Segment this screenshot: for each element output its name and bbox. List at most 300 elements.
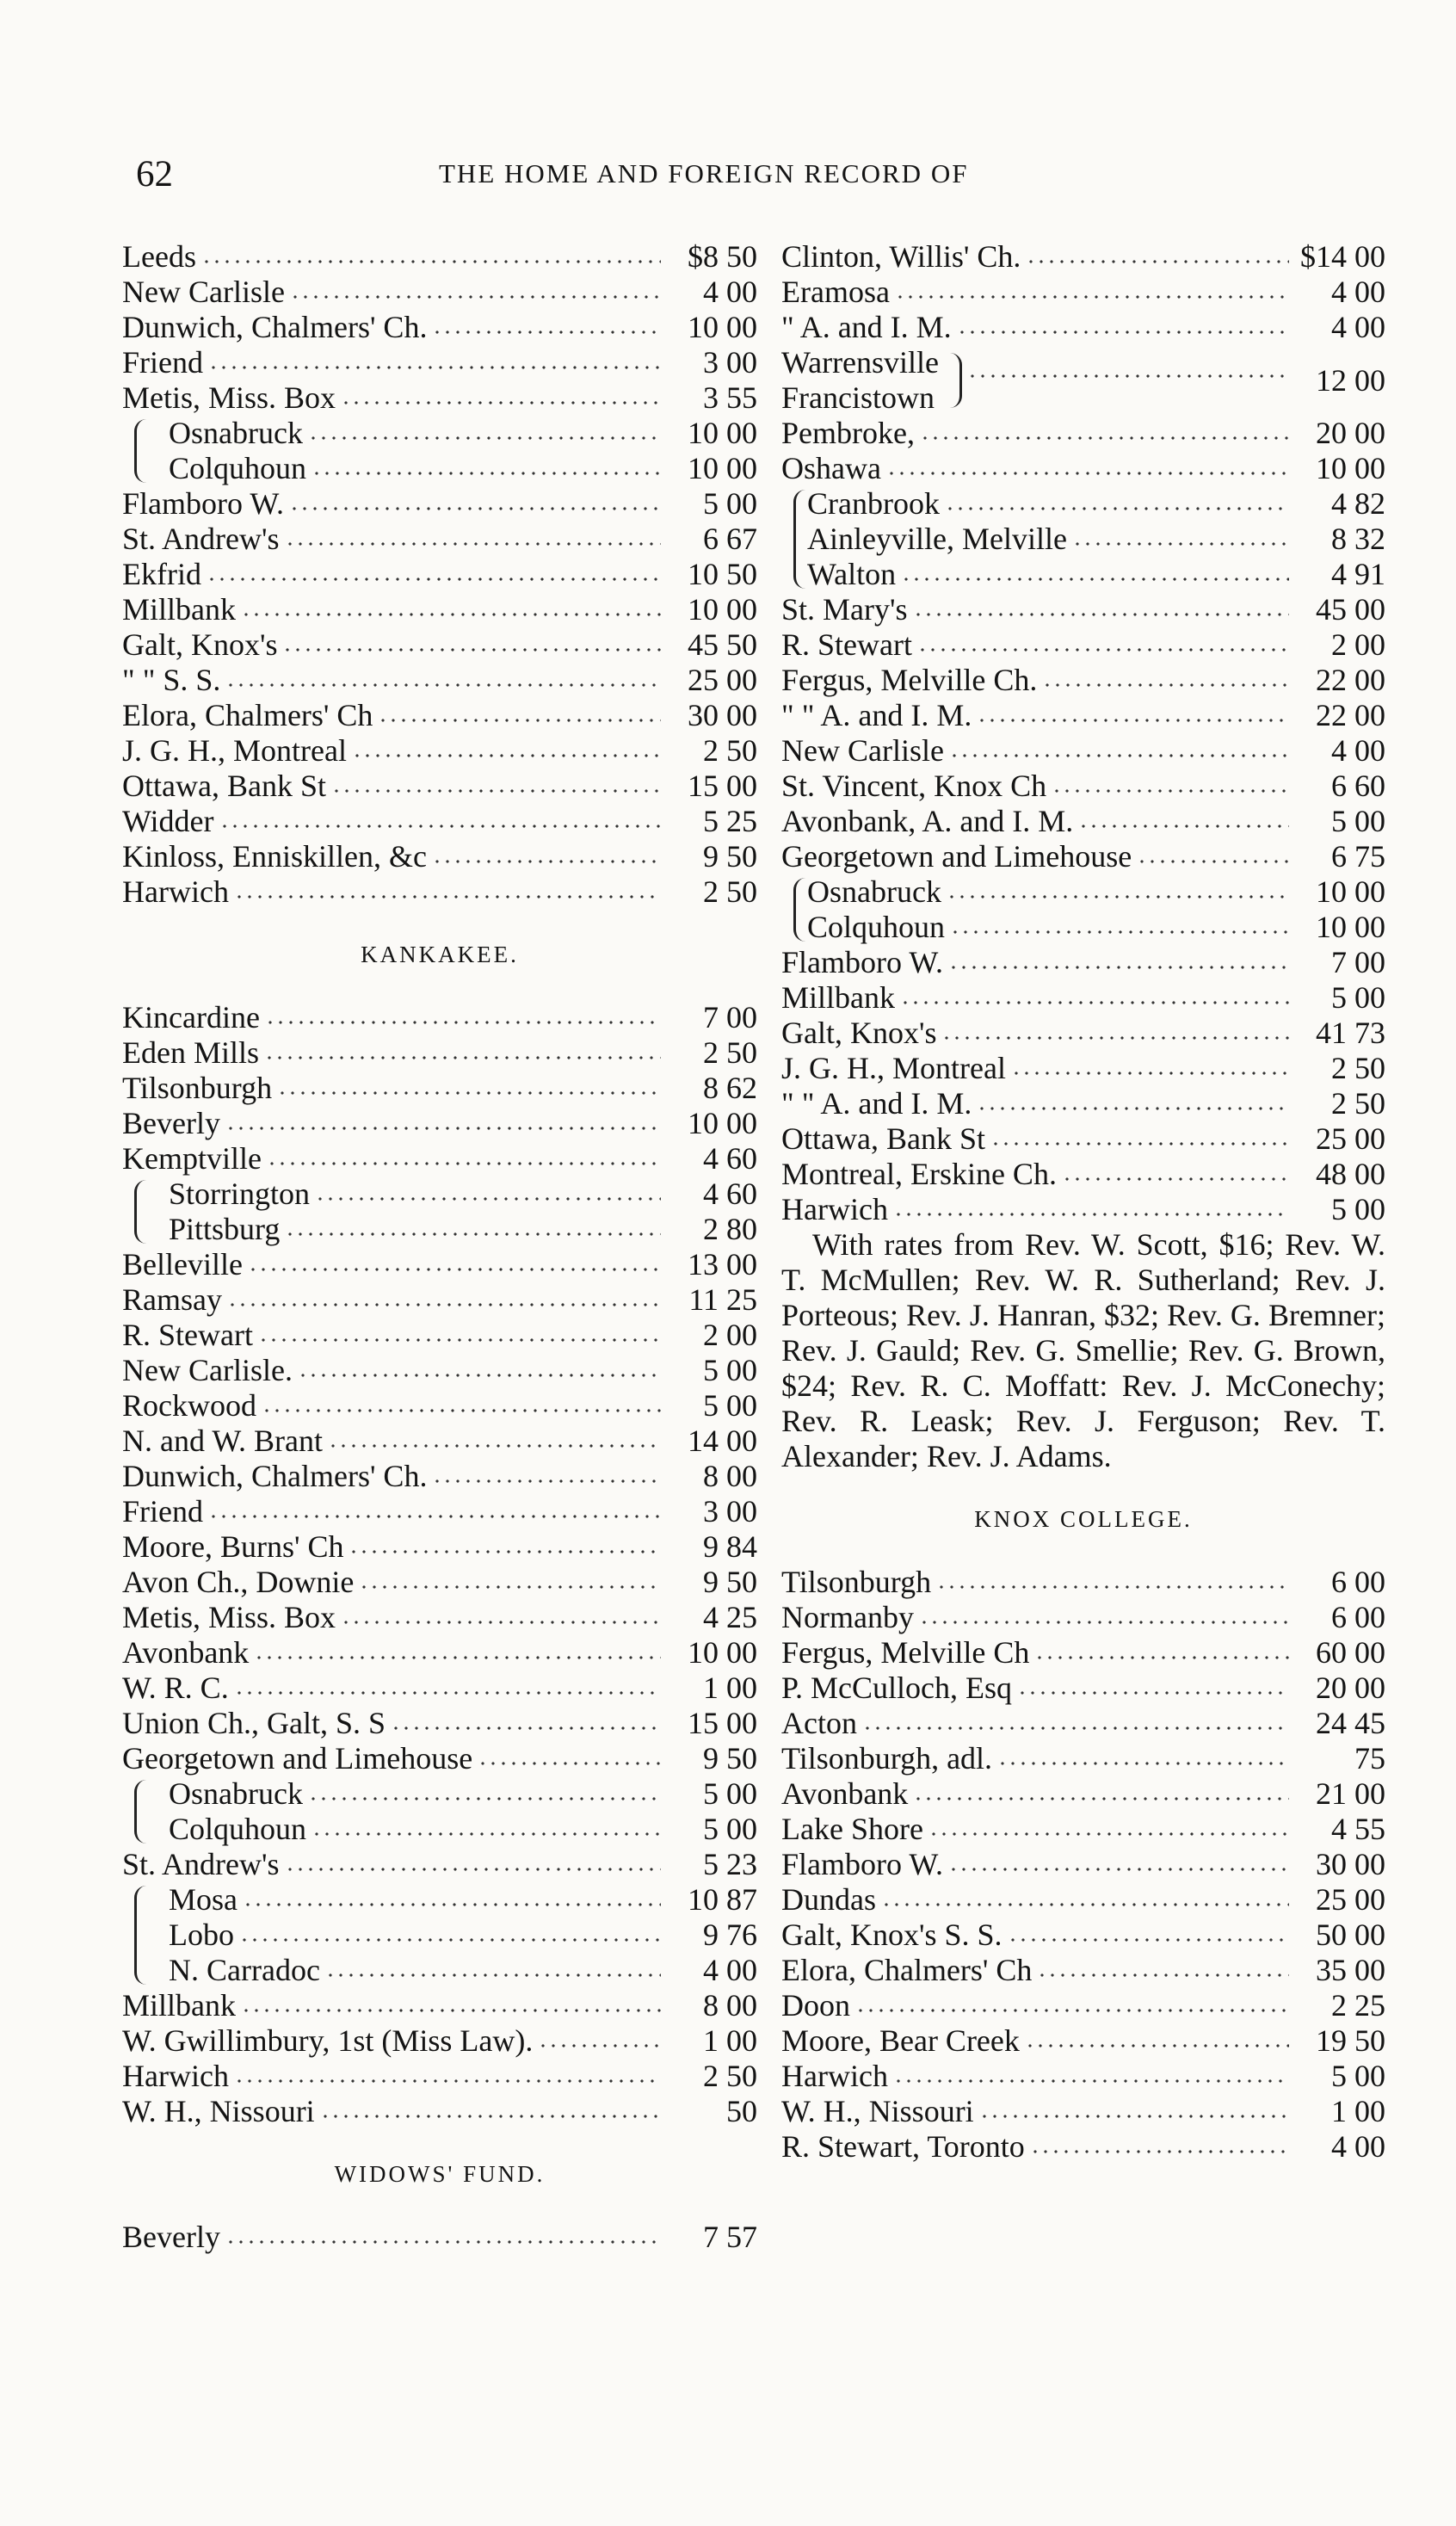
entry-amount: 25 00 bbox=[688, 663, 757, 697]
ledger-entry bbox=[781, 2059, 1385, 2094]
entry-name: Union Ch., Galt, S. S bbox=[122, 1706, 386, 1740]
entry-name: Montreal, Erskine Ch. bbox=[781, 1157, 1057, 1191]
entry-name: " " A. and I. M. bbox=[781, 1086, 972, 1121]
ledger-entry bbox=[781, 1776, 1385, 1812]
entry-amount: 15 00 bbox=[688, 769, 757, 803]
ledger-entry bbox=[781, 1600, 1385, 1635]
braced-group bbox=[122, 1882, 757, 1988]
entry-name: Rockwood bbox=[122, 1388, 256, 1423]
entry-amount: 10 00 bbox=[1316, 451, 1385, 485]
dot-leader bbox=[341, 1619, 661, 1626]
ledger-entry bbox=[781, 486, 1385, 522]
entry-name: Millbank bbox=[122, 592, 236, 627]
entry-amount: 4 82 bbox=[1331, 486, 1385, 521]
entry-name: Flamboro W. bbox=[781, 945, 944, 979]
twin-entry bbox=[781, 345, 1385, 416]
entry-group bbox=[122, 239, 757, 416]
entry-name: Dunwich, Chalmers' Ch. bbox=[122, 310, 428, 344]
entry-amount: 30 00 bbox=[688, 698, 757, 732]
entry-amount: 8 00 bbox=[703, 1459, 757, 1493]
dot-leader bbox=[243, 1901, 661, 1908]
ledger-entry bbox=[122, 1706, 757, 1741]
entry-name: Elora, Chalmers' Ch bbox=[122, 698, 373, 732]
ledger-entry bbox=[781, 1016, 1385, 1051]
right-column bbox=[781, 239, 1385, 2165]
entry-name: Kinloss, Enniskillen, &c bbox=[122, 839, 427, 874]
ledger-entry bbox=[122, 2220, 757, 2255]
entry-name: W. R. C. bbox=[122, 1671, 229, 1705]
brace-mark bbox=[947, 353, 962, 408]
ledger-entry bbox=[781, 275, 1385, 310]
ledger-entry bbox=[781, 416, 1385, 451]
dot-leader bbox=[920, 435, 1289, 442]
ledger-entry bbox=[781, 627, 1385, 663]
ledger-entry bbox=[781, 1086, 1385, 1121]
entry-amount: 12 00 bbox=[1316, 362, 1385, 398]
entry-amount: 3 00 bbox=[703, 345, 757, 380]
dot-leader bbox=[341, 399, 661, 406]
entry-name: Pembroke, bbox=[781, 416, 915, 450]
entry-amount: 4 91 bbox=[1331, 557, 1385, 591]
entry-name: W. H., Nissouri bbox=[781, 2094, 974, 2128]
dot-leader bbox=[285, 1866, 662, 1873]
ledger-entry bbox=[781, 1953, 1385, 1988]
ledger-entry bbox=[122, 1529, 757, 1565]
entry-amount: 7 57 bbox=[703, 2220, 757, 2254]
ledger-entry bbox=[781, 910, 1385, 945]
section-heading-knox-college: KNOX COLLEGE. bbox=[974, 1506, 1193, 1532]
dot-leader bbox=[977, 717, 1289, 724]
dot-leader bbox=[265, 1019, 661, 1026]
entry-amount: 2 80 bbox=[703, 1212, 757, 1246]
dot-leader bbox=[285, 540, 662, 547]
dot-leader bbox=[208, 1513, 661, 1520]
entry-group bbox=[122, 1247, 757, 1776]
dot-leader bbox=[886, 470, 1289, 477]
dot-leader bbox=[258, 1337, 661, 1343]
entry-amount: 10 00 bbox=[688, 310, 757, 344]
dot-leader bbox=[893, 1211, 1289, 1218]
entry-name: Beverly bbox=[122, 2220, 220, 2254]
dot-leader bbox=[234, 2078, 661, 2084]
ledger-entry bbox=[122, 1565, 757, 1600]
entry-amount: 9 84 bbox=[703, 1529, 757, 1564]
entry-name: Colquhoun bbox=[807, 910, 946, 944]
entry-name: Francistown bbox=[781, 380, 935, 415]
dot-leader bbox=[264, 1054, 661, 1061]
dot-leader bbox=[862, 1725, 1289, 1732]
entry-name: Metis, Miss. Box bbox=[122, 1600, 336, 1634]
entry-amount: 20 00 bbox=[1316, 1671, 1385, 1705]
entry-name: Eramosa bbox=[781, 275, 890, 309]
dot-leader bbox=[234, 1689, 661, 1696]
ledger-entry bbox=[122, 1141, 757, 1177]
entry-amount: 8 00 bbox=[703, 1988, 757, 2023]
ledger-entry bbox=[122, 592, 757, 627]
dot-leader bbox=[285, 1231, 661, 1238]
ledger-entry bbox=[781, 733, 1385, 769]
ledger-entry bbox=[781, 1671, 1385, 1706]
dot-leader bbox=[950, 929, 1289, 936]
ledger-entry bbox=[122, 1918, 757, 1953]
dot-leader bbox=[478, 1760, 661, 1767]
ledger-entry bbox=[122, 2059, 757, 2094]
entry-amount: 75 bbox=[1354, 1741, 1385, 1776]
entry-amount: 19 50 bbox=[1316, 2023, 1385, 2058]
entry-amount: 2 50 bbox=[703, 2059, 757, 2093]
entry-name: J. G. H., Montreal bbox=[781, 1051, 1006, 1085]
ledger-entry bbox=[122, 733, 757, 769]
dot-leader bbox=[432, 329, 661, 336]
entry-amount: 50 bbox=[726, 2094, 757, 2128]
entry-name: Fergus, Melville Ch. bbox=[781, 663, 1038, 697]
dot-leader bbox=[949, 752, 1289, 759]
entry-name: Storrington bbox=[169, 1177, 311, 1211]
dot-leader bbox=[1072, 540, 1289, 547]
dot-leader bbox=[225, 2239, 661, 2245]
ledger-entry bbox=[122, 1247, 757, 1282]
entry-amount: 20 00 bbox=[1316, 416, 1385, 450]
dot-leader bbox=[855, 2007, 1289, 2014]
ledger-entry bbox=[781, 451, 1385, 486]
entry-amount: 4 60 bbox=[703, 1177, 757, 1211]
ledger-entry bbox=[122, 1035, 757, 1071]
entry-name: Tilsonburgh, adl. bbox=[781, 1741, 993, 1776]
ledger-entry bbox=[122, 345, 757, 380]
entry-amount: 10 00 bbox=[1316, 874, 1385, 909]
dot-leader bbox=[312, 1831, 661, 1837]
ledger-entry bbox=[122, 1000, 757, 1035]
entry-amount: 13 00 bbox=[688, 1247, 757, 1282]
entry-name: Galt, Knox's bbox=[781, 1016, 937, 1050]
entry-name: Ekfrid bbox=[122, 557, 201, 591]
entry-amount: 5 23 bbox=[703, 1847, 757, 1881]
entry-name: Moore, Bear Creek bbox=[781, 2023, 1020, 2058]
dot-leader bbox=[538, 2042, 661, 2049]
ledger-entry bbox=[781, 1635, 1385, 1671]
entry-amount: 30 00 bbox=[1316, 1847, 1385, 1881]
entry-amount: 8 62 bbox=[703, 1071, 757, 1105]
dot-leader bbox=[957, 329, 1289, 336]
ledger-entry bbox=[781, 839, 1385, 874]
entry-group bbox=[122, 1000, 757, 1177]
ledger-entry bbox=[781, 1847, 1385, 1882]
entry-amount: 10 87 bbox=[688, 1882, 757, 1917]
dot-leader bbox=[298, 1372, 661, 1379]
entry-name: Ainleyville, Melville bbox=[807, 522, 1067, 556]
entry-amount: 5 00 bbox=[703, 1353, 757, 1387]
entry-amount: 35 00 bbox=[1316, 1953, 1385, 1987]
dot-leader bbox=[917, 646, 1289, 653]
ledger-entry bbox=[122, 839, 757, 874]
entry-amount: 1 00 bbox=[703, 2023, 757, 2058]
entry-amount: 10 00 bbox=[688, 451, 757, 485]
dot-leader bbox=[1026, 258, 1289, 265]
entry-amount: 10 50 bbox=[688, 557, 757, 591]
entry-amount: 4 25 bbox=[703, 1600, 757, 1634]
entry-group bbox=[122, 2220, 757, 2255]
entry-group bbox=[781, 1565, 1385, 2165]
ledger-entry bbox=[122, 874, 757, 910]
entry-amount: 5 00 bbox=[703, 1388, 757, 1423]
brace-mark bbox=[134, 1180, 152, 1244]
ledger-entry bbox=[122, 451, 757, 486]
dot-leader bbox=[1042, 682, 1289, 689]
ledger-entry bbox=[781, 2094, 1385, 2129]
entry-amount: 4 00 bbox=[1331, 2129, 1385, 2164]
ledger-entry bbox=[781, 1192, 1385, 1227]
entry-amount: 1 00 bbox=[703, 1671, 757, 1705]
entry-name: Acton bbox=[781, 1706, 857, 1740]
entry-name: Osnabruck bbox=[169, 416, 303, 450]
entry-name: New Carlisle bbox=[781, 733, 944, 768]
ledger-entry bbox=[781, 1051, 1385, 1086]
entry-name: Georgetown and Limehouse bbox=[781, 839, 1132, 874]
entry-amount: 50 00 bbox=[1316, 1918, 1385, 1952]
entry-name: Ottawa, Bank St bbox=[781, 1121, 985, 1156]
ledger-entry bbox=[122, 1494, 757, 1529]
entry-amount: 3 55 bbox=[703, 380, 757, 415]
entry-name: J. G. H., Montreal bbox=[122, 733, 347, 768]
entry-name: Avon Ch., Downie bbox=[122, 1565, 355, 1599]
dot-leader bbox=[308, 435, 661, 442]
braced-group bbox=[781, 874, 1385, 945]
entry-name: Harwich bbox=[781, 2059, 888, 2093]
ledger-entry bbox=[781, 310, 1385, 345]
ledger-entry bbox=[122, 1847, 757, 1882]
entry-name: Oshawa bbox=[781, 451, 881, 485]
section-heading-widows-fund: WIDOWS' FUND. bbox=[334, 2161, 546, 2187]
ledger-entry bbox=[781, 698, 1385, 733]
dot-leader bbox=[1034, 1654, 1289, 1661]
entry-amount: 2 50 bbox=[703, 1035, 757, 1070]
dot-leader bbox=[254, 1654, 661, 1661]
entry-name: New Carlisle. bbox=[122, 1353, 293, 1387]
twin-entry-names bbox=[781, 345, 939, 416]
brace-mark bbox=[134, 419, 152, 483]
entry-name: Clinton, Willis' Ch. bbox=[781, 239, 1021, 274]
entry-name: R. Stewart bbox=[781, 627, 912, 662]
dot-leader bbox=[289, 505, 661, 512]
ledger-entry bbox=[781, 1565, 1385, 1600]
entry-name: St. Andrew's bbox=[122, 1847, 280, 1881]
entry-name: Pittsburg bbox=[169, 1212, 281, 1246]
running-title: THE HOME AND FOREIGN RECORD OF bbox=[439, 158, 969, 188]
entry-name: Leeds bbox=[122, 239, 196, 274]
entry-amount: 2 50 bbox=[703, 874, 757, 909]
ledger-entry bbox=[781, 980, 1385, 1016]
entry-group bbox=[781, 416, 1385, 486]
dot-leader bbox=[248, 1266, 661, 1273]
entry-group bbox=[122, 486, 757, 910]
dot-leader bbox=[948, 1866, 1289, 1873]
brace-mark bbox=[134, 1886, 152, 1985]
entry-amount: 6 00 bbox=[1331, 1565, 1385, 1599]
entry-amount: 7 00 bbox=[703, 1000, 757, 1034]
entry-amount: 8 32 bbox=[1331, 522, 1385, 556]
entry-amount: 48 00 bbox=[1316, 1157, 1385, 1191]
ledger-entry bbox=[122, 1459, 757, 1494]
entry-amount: 10 00 bbox=[688, 1635, 757, 1670]
dot-leader bbox=[895, 293, 1289, 300]
entry-amount: 60 00 bbox=[1316, 1635, 1385, 1670]
dot-leader bbox=[941, 1034, 1289, 1041]
entry-name: W. H., Nissouri bbox=[122, 2094, 315, 2128]
ledger-entry bbox=[122, 275, 757, 310]
entry-name: Tilsonburgh bbox=[122, 1071, 273, 1105]
entry-name: Metis, Miss. Box bbox=[122, 380, 336, 415]
entry-name: " " A. and I. M. bbox=[781, 698, 972, 732]
ledger-entry bbox=[122, 380, 757, 416]
ledger-entry bbox=[781, 663, 1385, 698]
entry-name: R. Stewart, Toronto bbox=[781, 2129, 1025, 2164]
entry-name: Belleville bbox=[122, 1247, 243, 1282]
entry-amount: 2 00 bbox=[1331, 627, 1385, 662]
entry-name: Lobo bbox=[169, 1918, 234, 1952]
ledger-entry bbox=[781, 592, 1385, 627]
ledger-entry bbox=[781, 2129, 1385, 2165]
dot-leader bbox=[919, 1619, 1289, 1626]
ledger-entry bbox=[122, 1071, 757, 1106]
ledger-entry bbox=[122, 769, 757, 804]
dot-leader bbox=[929, 1831, 1289, 1837]
entry-name: Colquhoun bbox=[169, 451, 307, 485]
entry-amount: 45 50 bbox=[688, 627, 757, 662]
entry-amount: 22 00 bbox=[1316, 698, 1385, 732]
entry-name: St. Mary's bbox=[781, 592, 908, 627]
ledger-entry bbox=[781, 1988, 1385, 2023]
ledger-entry bbox=[122, 1353, 757, 1388]
page-number: 62 bbox=[136, 154, 173, 195]
entry-amount: 10 00 bbox=[688, 416, 757, 450]
ledger-entry bbox=[122, 627, 757, 663]
dot-leader bbox=[267, 1160, 661, 1167]
entry-name: Lake Shore bbox=[781, 1812, 923, 1846]
ledger-entry bbox=[122, 1882, 757, 1918]
entry-group bbox=[781, 945, 1385, 1227]
dot-leader bbox=[225, 1125, 661, 1132]
entry-name: Avonbank bbox=[781, 1776, 909, 1811]
entry-name: Friend bbox=[122, 1494, 203, 1529]
entry-name: R. Stewart bbox=[122, 1318, 253, 1352]
brace-mark bbox=[793, 878, 811, 942]
entry-amount: 5 00 bbox=[703, 1776, 757, 1811]
entry-name: Galt, Knox's bbox=[122, 627, 278, 662]
entry-name: Eden Mills bbox=[122, 1035, 259, 1070]
entry-group bbox=[781, 239, 1385, 345]
dot-leader bbox=[241, 2007, 661, 2014]
ledger-entry bbox=[781, 1918, 1385, 1953]
dot-leader bbox=[1025, 2042, 1289, 2049]
entry-group bbox=[781, 592, 1385, 874]
dot-leader bbox=[1008, 1936, 1289, 1943]
entry-name: Harwich bbox=[122, 2059, 229, 2093]
dot-leader bbox=[977, 1105, 1289, 1112]
dot-leader bbox=[979, 2113, 1289, 2120]
entry-amount: 4 00 bbox=[1331, 310, 1385, 344]
ledger-entry bbox=[781, 522, 1385, 557]
dot-leader bbox=[1011, 1070, 1289, 1077]
entry-amount: 25 00 bbox=[1316, 1882, 1385, 1917]
entry-amount: $14 00 bbox=[1300, 239, 1385, 274]
entry-name: Millbank bbox=[122, 1988, 236, 2023]
dot-leader bbox=[432, 1478, 661, 1485]
dot-leader bbox=[997, 1760, 1289, 1767]
ledger-entry bbox=[122, 1671, 757, 1706]
entry-name: Kincardine bbox=[122, 1000, 260, 1034]
ledger-entry bbox=[781, 804, 1385, 839]
entry-amount: 4 00 bbox=[703, 1953, 757, 1987]
ledger-entry bbox=[122, 1282, 757, 1318]
entry-amount: $8 50 bbox=[688, 239, 757, 274]
ledger-entry bbox=[781, 557, 1385, 592]
entry-amount: 9 50 bbox=[703, 839, 757, 874]
entry-amount: 2 50 bbox=[1331, 1051, 1385, 1085]
ledger-entry bbox=[122, 1177, 757, 1212]
ledger-entry bbox=[122, 804, 757, 839]
entry-name: Normanby bbox=[781, 1600, 914, 1634]
entry-amount: 4 00 bbox=[703, 275, 757, 309]
ledger-entry bbox=[781, 769, 1385, 804]
ledger-entry bbox=[122, 1600, 757, 1635]
entry-amount: 45 00 bbox=[1316, 592, 1385, 627]
entry-name: " A. and I. M. bbox=[781, 310, 952, 344]
dot-leader bbox=[391, 1725, 661, 1732]
dot-leader bbox=[967, 373, 1289, 380]
dot-leader bbox=[901, 576, 1289, 583]
ledger-entry bbox=[122, 1212, 757, 1247]
entry-amount: 5 00 bbox=[1331, 980, 1385, 1015]
entry-name: Millbank bbox=[781, 980, 895, 1015]
ledger-entry bbox=[781, 1157, 1385, 1192]
entry-name: St. Andrew's bbox=[122, 522, 280, 556]
entry-amount: 10 00 bbox=[688, 592, 757, 627]
ledger-entry bbox=[781, 1812, 1385, 1847]
ledger-entry bbox=[781, 945, 1385, 980]
dot-leader bbox=[282, 646, 661, 653]
entry-name: Osnabruck bbox=[169, 1776, 303, 1811]
ledger-entry bbox=[122, 2023, 757, 2059]
dot-leader bbox=[990, 1140, 1289, 1147]
ledger-entry bbox=[122, 698, 757, 733]
entry-amount: 6 60 bbox=[1331, 769, 1385, 803]
entry-amount: 2 25 bbox=[1331, 1988, 1385, 2023]
dot-leader bbox=[1052, 787, 1289, 794]
ledger-entry bbox=[781, 1882, 1385, 1918]
ledger-entry bbox=[122, 1424, 757, 1459]
entry-amount: 15 00 bbox=[688, 1706, 757, 1740]
dot-leader bbox=[893, 2078, 1289, 2084]
dot-leader bbox=[1017, 1689, 1289, 1696]
entry-name: Ottawa, Bank St bbox=[122, 769, 326, 803]
dot-leader bbox=[1078, 823, 1289, 830]
entry-amount: 7 00 bbox=[1331, 945, 1385, 979]
entry-name: Elora, Chalmers' Ch bbox=[781, 1953, 1033, 1987]
dot-leader bbox=[1062, 1176, 1289, 1183]
braced-group bbox=[122, 416, 757, 486]
ledger-entry bbox=[122, 2094, 757, 2129]
entry-amount: 2 50 bbox=[703, 733, 757, 768]
entry-name: Widder bbox=[122, 804, 214, 838]
entry-name: Kemptville bbox=[122, 1141, 262, 1176]
dot-leader bbox=[277, 1090, 661, 1096]
dot-leader bbox=[312, 470, 661, 477]
entry-name: Avonbank, A. and I. M. bbox=[781, 804, 1074, 838]
entry-name: W. Gwillimbury, 1st (Miss Law). bbox=[122, 2023, 534, 2058]
entry-amount: 5 00 bbox=[703, 486, 757, 521]
dot-leader bbox=[208, 364, 661, 371]
ledger-entry bbox=[122, 1635, 757, 1671]
